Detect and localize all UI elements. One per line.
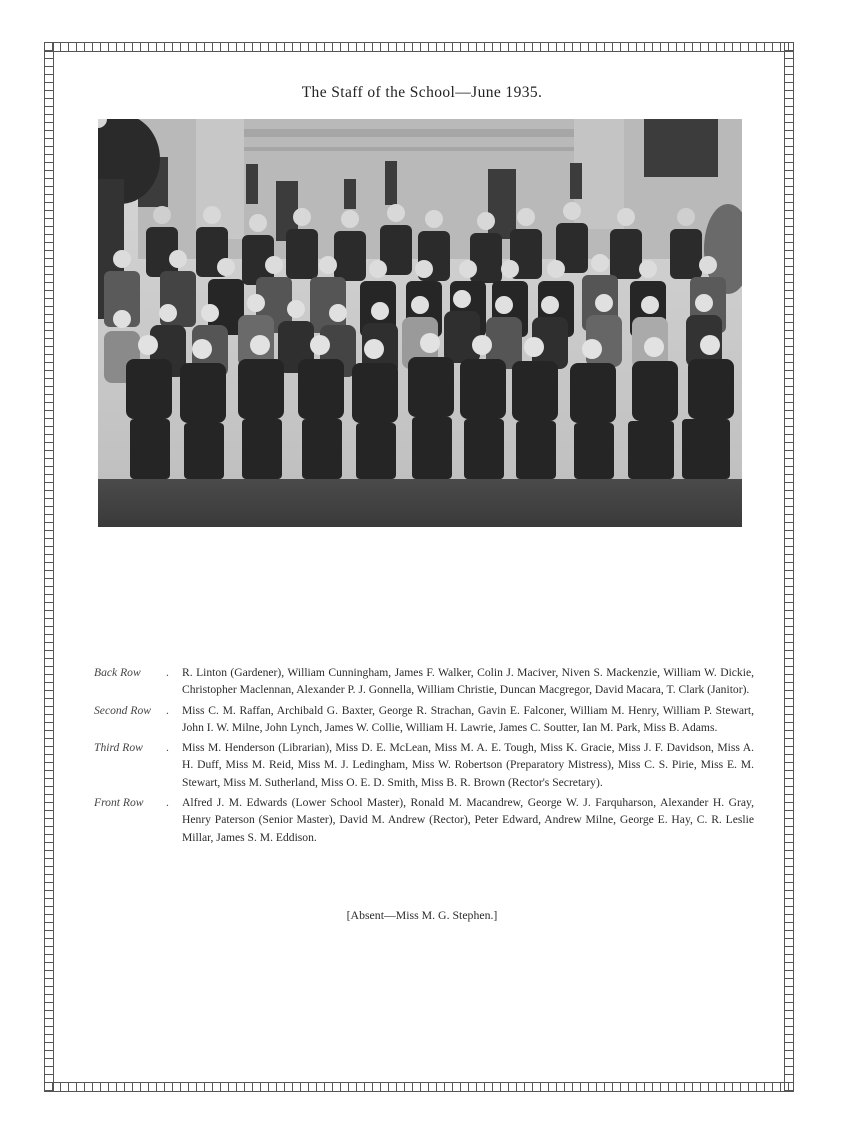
staff-group-photograph — [98, 119, 742, 527]
caption-row-second — [94, 702, 754, 737]
row-separator: . — [166, 703, 169, 717]
absent-note: [Absent—Miss M. G. Stephen.] — [346, 908, 498, 922]
row-names: Miss C. M. Raffan, Archibald G. Baxter, George R. Strachan, Gavin E. Falconer, William M. Henry, William P. Stewart, John I. W. Milne, John Lynch, James W. Collie, William H. Lawrie, James C. Soutter, Ian M. Park, Miss B. Adams. — [182, 703, 754, 734]
row-separator: . — [166, 741, 169, 755]
border-bottom — [44, 1082, 794, 1092]
group-photograph-icon — [98, 119, 742, 527]
row-label: Second Row — [94, 703, 151, 717]
row-names: Alfred J. M. Edwards (Lower School Master), Ronald M. Macandrew, George W. J. Farquharson, Alexander H. Gray, Henry Paterson (Senior Master), David M. Andrew (Rector), Peter Edward, Andrew Milne, George E. Hay, C. R. Leslie Millar, James S. M. Eddison. — [182, 796, 754, 844]
row-separator: . — [166, 666, 169, 679]
caption-row-third — [94, 739, 754, 791]
caption-row-front — [94, 794, 754, 846]
row-label: Front Row — [94, 796, 144, 810]
row-separator: . — [166, 796, 169, 810]
staff-caption-list — [94, 664, 754, 849]
row-label: Third Row — [94, 741, 143, 755]
row-names: R. Linton (Gardener), William Cunningham, James F. Walker, Colin J. Maciver, Niven S. Mackenzie, William W. Dickie, Christopher Maclennan, Alexander P. J. Gonnella, William Christie, Duncan Macgregor, David Macara, T. Clark (Janitor). — [182, 666, 754, 697]
page-title: The Staff of the School—June 1935. — [301, 84, 543, 101]
row-label: Back Row — [94, 666, 141, 679]
border-left — [44, 42, 54, 1092]
row-names: Miss M. Henderson (Librarian), Miss D. E. McLean, Miss M. A. E. Tough, Miss K. Gracie, Miss J. F. Davidson, Miss A. H. Duff, Miss M. Reid, Miss M. J. Ledingham, Miss W. Robertson (Preparatory Mistress), Miss C. S. Pirie, Miss E. M. Stewart, Miss M. Sutherland, Miss O. E. D. Smith, Miss B. R. Brown (Rector's Secretary). — [182, 741, 754, 789]
caption-row-back — [94, 664, 754, 699]
border-right — [784, 42, 794, 1092]
border-top — [44, 42, 794, 52]
